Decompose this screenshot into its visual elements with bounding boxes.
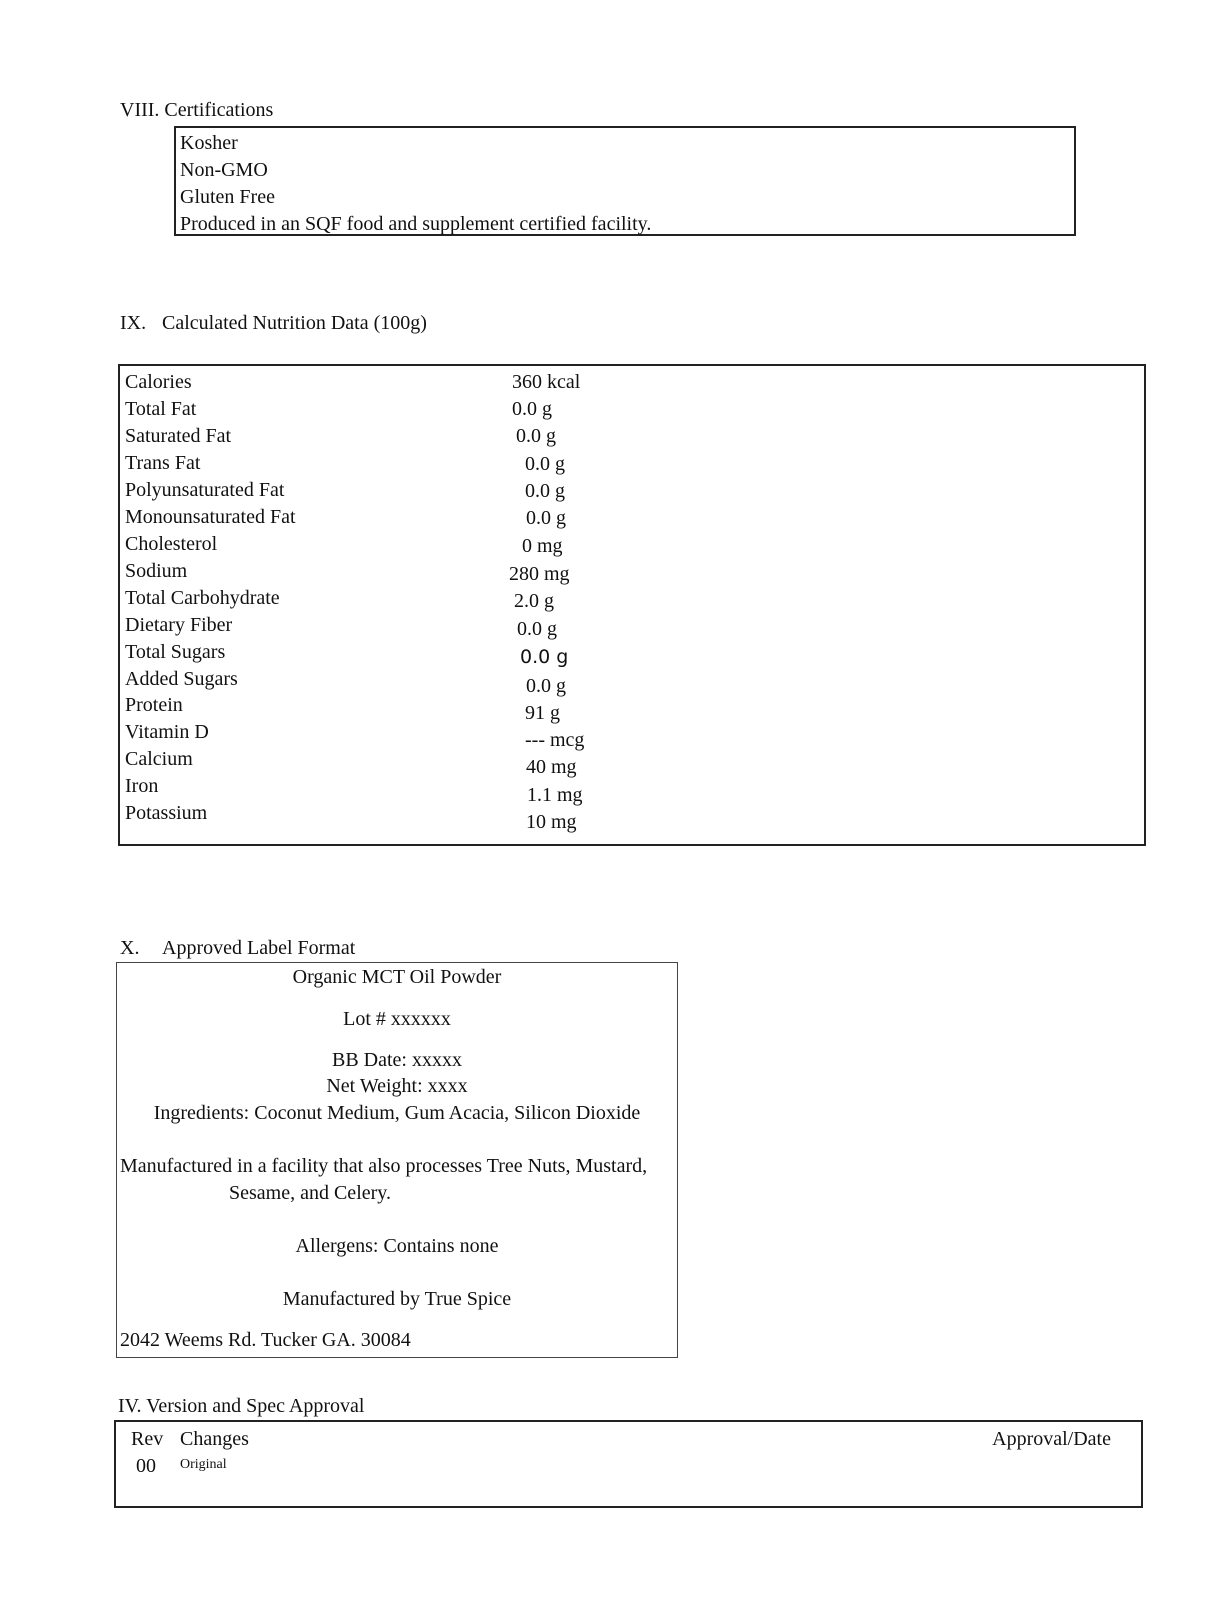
nutrient-name: Total Fat (125, 398, 197, 420)
nutrient-name: Dietary Fiber (125, 614, 233, 636)
nutrition-table (118, 364, 1146, 846)
nutrient-value: 2.0 g (514, 590, 554, 612)
nutrient-value: 360 kcal (512, 371, 581, 393)
nutrient-value: 0.0 g (517, 618, 557, 640)
label-allergens: Allergens: Contains none (295, 1235, 499, 1257)
version-col-changes: Changes (180, 1428, 249, 1450)
nutrient-name: Added Sugars (125, 668, 238, 690)
nutrient-value (520, 646, 568, 669)
nutrient-name: Cholesterol (125, 533, 218, 555)
nutrient-value: 0.0 g (512, 398, 552, 420)
certification-item: Non-GMO (180, 159, 268, 181)
nutrient-value: 0.0 g (525, 480, 565, 502)
nutrient-name: Sodium (125, 560, 188, 582)
label-ingredients: Ingredients: Coconut Medium, Gum Acacia, Silicon Dioxide (153, 1102, 641, 1124)
certifications-box (174, 126, 1076, 236)
nutrient-value: --- mcg (525, 729, 585, 751)
version-change-value: Original (180, 1457, 227, 1472)
nutrition-heading: Calculated Nutrition Data (100g) (162, 312, 427, 334)
nutrient-name: Potassium (125, 802, 208, 824)
label-net-weight: Net Weight: xxxx (326, 1075, 468, 1097)
version-table (114, 1420, 1143, 1508)
label-manufacturer: Manufactured by True Spice (282, 1288, 512, 1310)
label-address: 2042 Weems Rd. Tucker GA. 30084 (120, 1329, 411, 1351)
nutrient-value: 280 mg (509, 563, 570, 585)
nutrient-value: 40 mg (526, 756, 577, 778)
nutrient-value: 0.0 g (525, 453, 565, 475)
label-heading: Approved Label Format (162, 937, 356, 959)
nutrient-value: 1.1 mg (527, 784, 583, 806)
nutrient-name: Vitamin D (125, 721, 209, 743)
nutrient-name: Total Sugars (125, 641, 226, 663)
certification-item: Kosher (180, 132, 238, 154)
certification-item: Gluten Free (180, 186, 275, 208)
label-heading-number: X. (120, 937, 140, 959)
nutrient-value: 0 mg (522, 535, 563, 557)
version-rev-value: 00 (136, 1455, 156, 1477)
label-facility-line-1: Manufactured in a facility that also processes Tree Nuts, Mustard, (120, 1155, 648, 1177)
label-bb-date: BB Date: xxxxx (332, 1049, 462, 1071)
label-format-box (116, 962, 678, 1358)
nutrient-name: Calories (125, 371, 192, 393)
version-heading: IV. Version and Spec Approval (118, 1395, 365, 1417)
nutrition-heading-number: IX. (120, 312, 147, 334)
nutrient-name: Calcium (125, 748, 193, 770)
nutrient-value-text: 0.0 g (520, 646, 569, 668)
nutrient-name: Saturated Fat (125, 425, 232, 447)
version-col-approval: Approval/Date (992, 1428, 1111, 1450)
nutrient-name: Monounsaturated Fat (125, 506, 296, 528)
version-col-rev: Rev (131, 1428, 164, 1450)
label-product-name: Organic MCT Oil Powder (292, 966, 502, 988)
certification-item: Produced in an SQF food and supplement certified facility. (180, 213, 652, 235)
nutrient-value: 10 mg (526, 811, 577, 833)
certifications-heading: VIII. Certifications (120, 99, 274, 121)
nutrient-name: Trans Fat (125, 452, 201, 474)
nutrient-value: 0.0 g (526, 507, 566, 529)
label-lot: Lot # xxxxxx (343, 1008, 451, 1030)
label-facility-line-2: Sesame, and Celery. (229, 1182, 391, 1204)
nutrient-value: 0.0 g (516, 425, 556, 447)
nutrient-name: Polyunsaturated Fat (125, 479, 285, 501)
nutrient-value: 0.0 g (526, 675, 566, 697)
nutrient-name: Iron (125, 775, 159, 797)
nutrient-name: Protein (125, 694, 183, 716)
nutrient-name: Total Carbohydrate (125, 587, 280, 609)
nutrient-value: 91 g (525, 702, 560, 724)
